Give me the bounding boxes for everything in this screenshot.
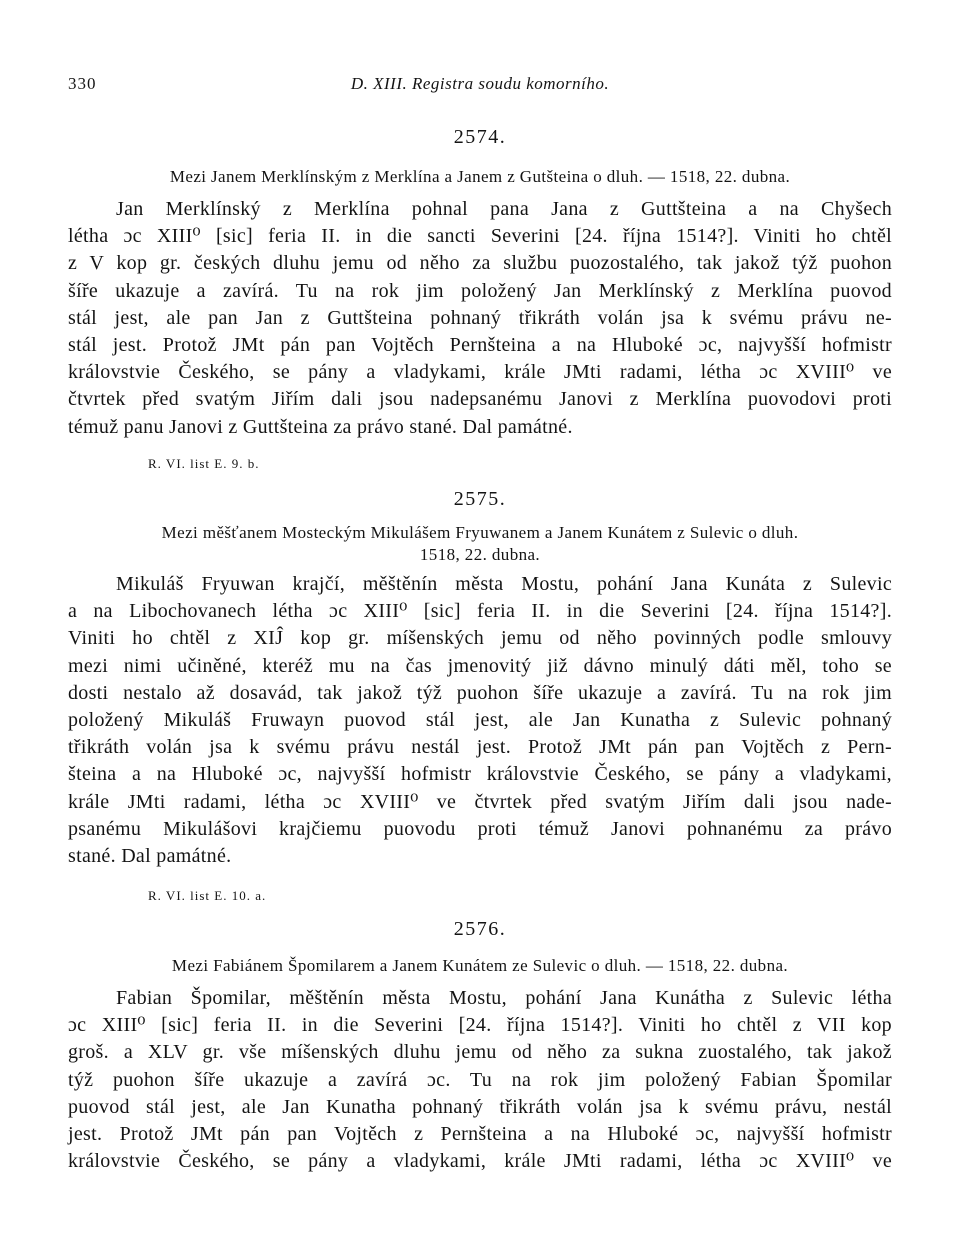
text-line: šíře ukazuje a zavírá. Tu na rok jim položený Jan Merklínský z Merklína puovod [68, 279, 892, 302]
source-reference: R. VI. list E. 9. b. [148, 456, 260, 471]
text-line: královstvie Českého, se pány a vladykami, krále JMti radami, létha ɔc XVIII⁰ ve [68, 1150, 892, 1173]
text-line: a na Libochovanech létha ɔc XIII⁰ [sic] feria II. in die Severini [24. října 1514?]. [68, 600, 892, 623]
page-number: 330 [68, 74, 97, 93]
document-page [68, 0, 892, 1255]
text-line: stál jest. Protož JMt pán pan Vojtěch Pernšteina a na Hluboké ɔc, najvyšší hofmistr [68, 334, 892, 357]
entry-summary-date: 1518, 22. dubna. [419, 545, 541, 564]
text-line: puovod stál jest, ale Jan Kunatha pohnaný třikráth volán jsa k svému právu, nestál [68, 1095, 892, 1118]
text-line: témuž panu Janovi z Guttšteina za právo stané. Dal památné. [68, 415, 573, 438]
text-line: groš. a XLV gr. vše míšenských dluhu jemu od něho za sukna zuostalého, tak jakož [68, 1041, 892, 1064]
text-line: mezi nimi učiněné, kteréž mu na čas jmenovitý již dávno minulý dáti měl, toho se [68, 654, 892, 677]
text-line: týž puohon šíře ukazuje a zavírá ɔc. Tu na rok jim položený Fabian Špomilar [68, 1068, 892, 1091]
running-title: D. XIII. Registra soudu komorního. [350, 74, 610, 93]
text-line: Jan Merklínský z Merklína pohnal pana Jana z Guttšteina a na Chyšech [116, 198, 892, 220]
running-header [68, 74, 892, 98]
text-line: psanému Mikulášovi krajčiemu puovodu proti témuž Janovi pohnanému za právo [68, 817, 892, 840]
entry-summary: Mezi Janem Merklínským z Merklína a Janem z Gutšteina o dluh. — 1518, 22. dubna. [169, 167, 791, 186]
entry-text [68, 196, 892, 441]
text-line: Mikuláš Fryuwan krajčí, měštěnín města Mostu, pohání Jana Kunáta z Sulevic [116, 573, 892, 595]
entry-text [68, 985, 892, 1175]
text-line: šteina a na Hluboké ɔc, najvyšší hofmistr královstvie Českého, se pány a vladykami, [68, 763, 892, 786]
text-line: třikráth volán jsa k svému právu nestál jest. Protož JMt pán pan Vojtěch z Pern- [68, 736, 892, 759]
text-line: létha ɔc XIII⁰ [sic] feria II. in die sancti Severini [24. října 1514?]. Viniti ho chtěl [68, 225, 892, 248]
text-line: stané. Dal památné. [68, 845, 232, 868]
entry-number: 2575. [453, 488, 507, 510]
text-line: krále JMti radami, létha ɔc XVIII⁰ ve čtvrtek před svatým Jiřím dali jsou nade- [68, 790, 892, 813]
entry-number: 2576. [453, 918, 507, 940]
entry-summary: Mezi měšťanem Mosteckým Mikulášem Fryuwanem a Janem Kunátem z Sulevic o dluh. [161, 523, 799, 542]
text-line: stál jest, ale pan Jan z Guttšteina pohnaný třikráth volán jsa k svému právu ne- [68, 306, 892, 329]
text-line: Viniti ho chtěl z XIĴ kop gr. míšenských jemu od něho povinných podle smlouvy [68, 627, 892, 650]
text-line: dosti nestalo až dosavád, tak jakož týž puohon šíře ukazuje a zavírá. Tu na rok jim [68, 681, 892, 704]
text-line: ɔc XIII⁰ [sic] feria II. in die Severini [24. října 1514?]. Viniti ho chtěl z VII kop [68, 1014, 892, 1037]
text-line: jest. Protož JMt pán pan Vojtěch z Pernšteina a na Hluboké ɔc, najvyšší hofmistr [68, 1123, 892, 1146]
text-line: Fabian Špomilar, měštěnín města Mostu, pohání Jana Kunátha z Sulevic létha [116, 987, 892, 1009]
text-line: čtvrtek před svatým Jiřím dali jsou nadepsanému Janovi z Merklína puovodovi proti [68, 388, 892, 411]
text-line: položený Mikuláš Fruwayn puovod stál jest, ale Jan Kunatha z Sulevic pohnaný [68, 709, 892, 732]
text-line: z V kop gr. českých dluhu jemu od něho za službu puozostalého, tak jakož týž puohon [68, 252, 892, 275]
entry-text [68, 571, 892, 870]
text-line: královstvie Českého, se pány a vladykami, krále JMti radami, létha ɔc XVIII⁰ ve [68, 361, 892, 384]
source-reference: R. VI. list E. 10. a. [148, 888, 267, 903]
entry-number: 2574. [453, 126, 507, 148]
entry-summary: Mezi Fabiánem Špomilarem a Janem Kunátem ze Sulevic o dluh. — 1518, 22. dubna. [171, 956, 789, 975]
